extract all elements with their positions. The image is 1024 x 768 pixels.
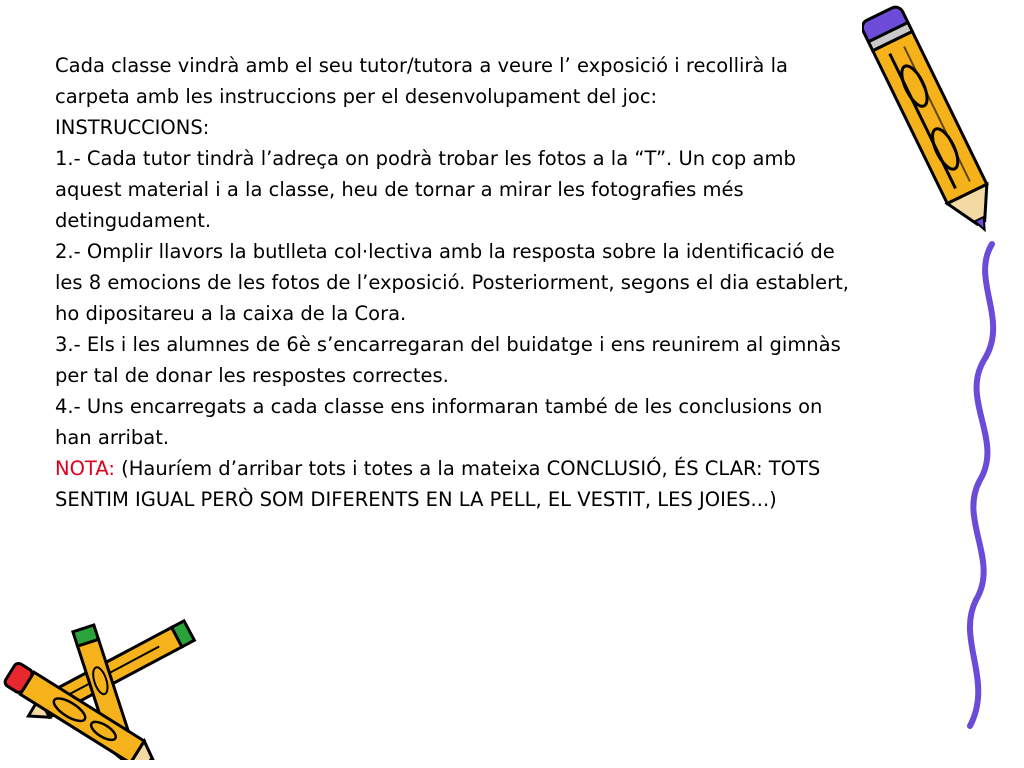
step-4: 4.- Uns encarregats a cada classe ens informaran també de les conclusions on han arribat.: [55, 395, 823, 449]
intro-paragraph: Cada classe vindrà amb el seu tutor/tutora a veure l’ exposició i recollirà la carpeta amb les instruccions per el desenvolupament del joc:: [55, 54, 788, 108]
note-label: NOTA:: [55, 457, 115, 480]
note-paragraph: [55, 453, 865, 515]
instructions-heading: INSTRUCCIONS:: [55, 116, 210, 139]
pencil-pair-icon: [0, 615, 205, 760]
pencil-icon: [862, 0, 1002, 245]
step-3: 3.- Els i les alumnes de 6è s’encarregaran del buidatge i ens reunirem al gimnàs per tal de donar les respostes correctes.: [55, 333, 841, 387]
note-text: (Hauríem d’arribar tots i totes a la mateixa CONCLUSIÓ, ÉS CLAR: TOTS SENTIM IGUAL PERÒ SOM DIFERENTS EN LA PELL, EL VESTIT, LES JOIES...): [55, 457, 821, 511]
slide-text: [55, 50, 865, 515]
squiggle-line: [940, 240, 1024, 730]
step-1: 1.- Cada tutor tindrà l’adreça on podrà trobar les fotos a la “T”. Un cop amb aquest material i a la classe, heu de tornar a mirar les fotografies més detingudament.: [55, 147, 796, 232]
step-2: 2.- Omplir llavors la butlleta col·lectiva amb la resposta sobre la identificació de les 8 emocions de les fotos de l’exposició. Posteriorment, segons el dia establert, ho dipositareu a la caixa de la Cora.: [55, 240, 849, 325]
